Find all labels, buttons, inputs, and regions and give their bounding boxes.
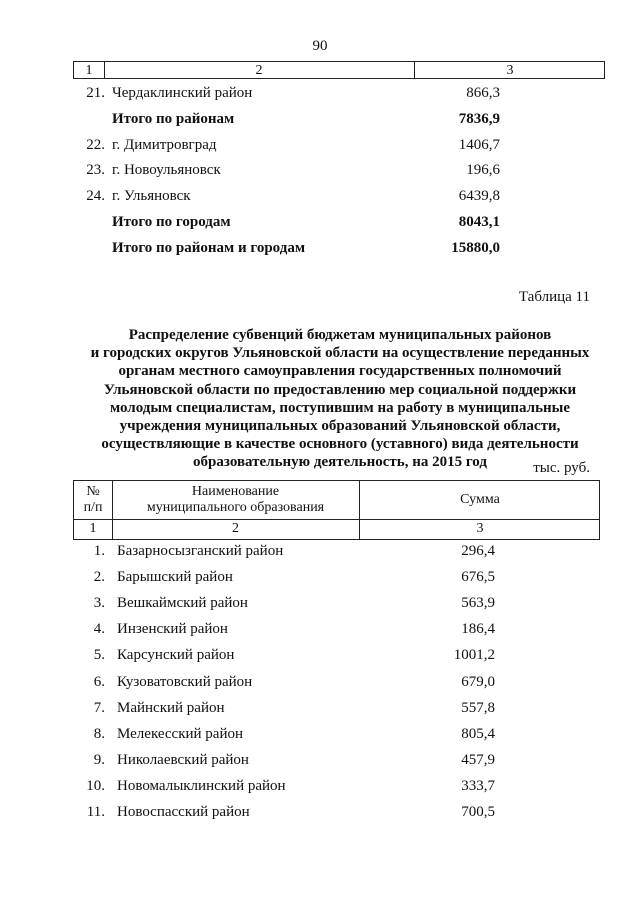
row-number: 7.	[93, 700, 105, 716]
header-col-2: 2	[255, 63, 263, 78]
row-amount: 333,7	[461, 778, 495, 794]
header-sum-col: Сумма	[460, 492, 500, 507]
table-label: Таблица 11	[518, 289, 590, 305]
row-name: Новоспасский район	[117, 804, 250, 820]
row-name: Карсунский район	[117, 647, 235, 663]
row-amount: 700,5	[461, 804, 495, 820]
title-line: молодым специалистам, поступившим на работу в муниципальные	[109, 399, 571, 416]
header-index-1: 1	[89, 521, 97, 536]
row-name: Новомалыклинский район	[117, 778, 286, 794]
continuation-table-header	[73, 61, 605, 79]
row-amount: 1001,2	[453, 647, 495, 663]
row-amount: 8043,1	[458, 214, 500, 230]
row-amount: 866,3	[466, 85, 500, 101]
row-name: Майнский район	[117, 700, 225, 716]
row-number: 5.	[93, 647, 105, 663]
row-number: 22.	[86, 137, 105, 153]
row-amount: 557,8	[461, 700, 495, 716]
row-name: Базарносызганский район	[117, 543, 284, 559]
row-amount: 7836,9	[458, 111, 500, 127]
row-amount: 1406,7	[458, 137, 500, 153]
row-number: 10.	[86, 778, 105, 794]
row-amount: 676,5	[461, 569, 495, 585]
header-col-3: 3	[506, 63, 514, 78]
row-name: Николаевский район	[117, 752, 249, 768]
title-line: образовательную деятельность, на 2015 год	[193, 454, 487, 471]
header-name-col: Наименование муниципального образования	[146, 484, 325, 515]
row-number: 21.	[86, 85, 105, 101]
row-name: Чердаклинский район	[112, 85, 253, 101]
row-amount: 679,0	[461, 674, 495, 690]
table-title	[60, 326, 620, 472]
row-name: Итого по районам и городам	[112, 240, 306, 256]
header-index-3: 3	[476, 521, 484, 536]
row-number: 9.	[93, 752, 105, 768]
title-line: учреждения муниципальных образований Ульяновской области,	[119, 418, 561, 435]
row-amount: 6439,8	[458, 188, 500, 204]
row-amount: 15880,0	[451, 240, 500, 256]
row-amount: 296,4	[461, 543, 495, 559]
title-line: органам местного самоуправления государственных полномочий	[118, 363, 562, 380]
row-amount: 563,9	[461, 595, 495, 611]
row-number: 8.	[93, 726, 105, 742]
row-name: Инзенский район	[117, 621, 228, 637]
row-number: 23.	[86, 162, 105, 178]
row-number: 1.	[93, 543, 105, 559]
row-amount: 196,6	[466, 162, 500, 178]
row-name: г. Димитровград	[112, 137, 217, 153]
header-col-1: 1	[85, 63, 93, 78]
row-amount: 186,4	[461, 621, 495, 637]
row-name: Итого по городам	[112, 214, 231, 230]
row-name: Барышский район	[117, 569, 233, 585]
row-number: 6.	[93, 674, 105, 690]
row-number: 2.	[93, 569, 105, 585]
row-name: Мелекесский район	[117, 726, 244, 742]
row-amount: 805,4	[461, 726, 495, 742]
header-num-col: № п/п	[83, 484, 103, 515]
row-name: г. Новоульяновск	[112, 162, 221, 178]
table11-header	[73, 480, 600, 540]
page-number: 90	[312, 38, 328, 54]
row-name: Кузоватовский район	[117, 674, 253, 690]
row-number: 24.	[86, 188, 105, 204]
title-line: осуществляющие в качестве основного (уставного) вида деятельности	[101, 436, 579, 453]
row-amount: 457,9	[461, 752, 495, 768]
row-number: 3.	[93, 595, 105, 611]
title-line: Ульяновской области по предоставлению мер социальной поддержки	[103, 381, 577, 398]
row-name: Итого по районам	[112, 111, 235, 127]
units-label: тыс. руб.	[533, 460, 590, 476]
header-index-2: 2	[232, 521, 239, 536]
row-number: 4.	[93, 621, 105, 637]
title-line: Распределение субвенций бюджетам муниципальных районов	[128, 327, 552, 343]
row-name: г. Ульяновск	[112, 188, 191, 204]
row-name: Вешкаймский район	[117, 595, 248, 611]
title-line: и городских округов Ульяновской области на осуществление переданных	[90, 345, 590, 362]
row-number: 11.	[86, 804, 105, 820]
